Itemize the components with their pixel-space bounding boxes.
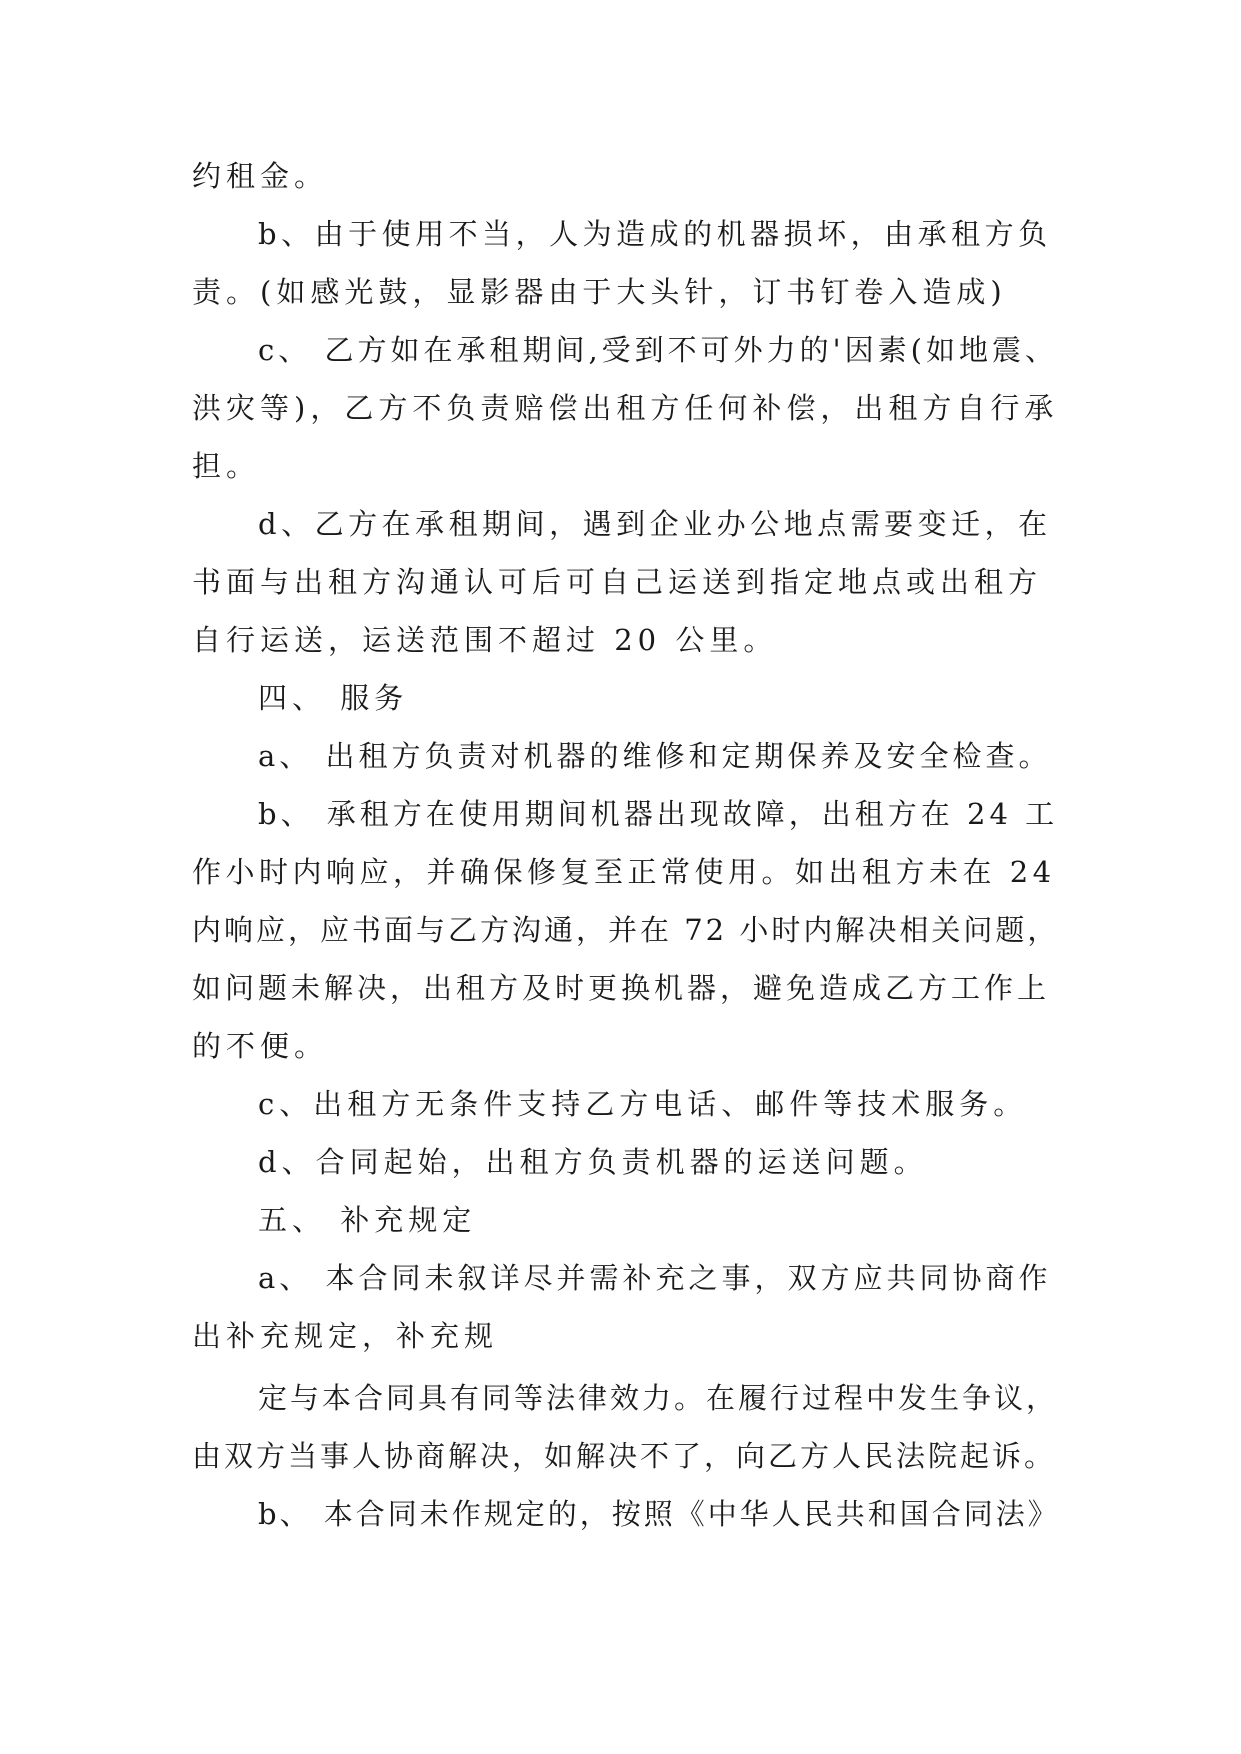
- text-line: 担。: [192, 449, 261, 483]
- text-line: 的不便。: [192, 1029, 329, 1063]
- text-line: a、 本合同未叙详尽并需补充之事，双方应共同协商作: [258, 1261, 1052, 1295]
- section-heading: 四、 服务: [258, 681, 409, 715]
- text-line: 由双方当事人协商解决，如解决不了，向乙方人民法院起诉。: [192, 1439, 1057, 1473]
- text-line: a、 出租方负责对机器的维修和定期保养及安全检查。: [258, 739, 1052, 773]
- text-line: b、 本合同未作规定的，按照《中华人民共和国合同法》: [258, 1497, 1060, 1531]
- text-line: c、 乙方如在承租期间,受到不可外力的'因素(如地震、: [258, 333, 1058, 367]
- text-line: d、乙方在承租期间，遇到企业办公地点需要变迁，在: [258, 507, 1052, 541]
- text-line: 书面与出租方沟通认可后可自己运送到指定地点或出租方: [192, 565, 1043, 599]
- text-line: d、合同起始，出租方负责机器的运送问题。: [258, 1145, 928, 1179]
- section-heading: 五、 补充规定: [258, 1203, 477, 1237]
- text-line: c、出租方无条件支持乙方电话、邮件等技术服务。: [258, 1087, 1028, 1121]
- text-line: 作小时内响应，并确保修复至正常使用。如出租方未在 24: [192, 855, 1056, 889]
- text-line: 自行运送，运送范围不超过 20 公里。: [192, 623, 778, 657]
- text-line: 出补充规定，补充规: [192, 1319, 499, 1353]
- text-line: 如问题未解决，出租方及时更换机器，避免造成乙方工作上: [192, 971, 1051, 1005]
- text-line: 洪灾等)，乙方不负责赔偿出租方任何补偿，出租方自行承: [192, 391, 1059, 425]
- text-line: b、由于使用不当，人为造成的机器损坏，由承租方负: [258, 217, 1052, 251]
- text-line: 内响应，应书面与乙方沟通，并在 72 小时内解决相关问题，: [192, 913, 1060, 947]
- text-line: 约租金。: [192, 159, 329, 193]
- text-line: b、 承租方在使用期间机器出现故障，出租方在 24 工: [258, 797, 1059, 831]
- text-line: 责。(如感光鼓，显影器由于大头针，订书钉卷入造成): [192, 275, 1007, 309]
- text-line: 定与本合同具有同等法律效力。在履行过程中发生争议，: [258, 1381, 1059, 1415]
